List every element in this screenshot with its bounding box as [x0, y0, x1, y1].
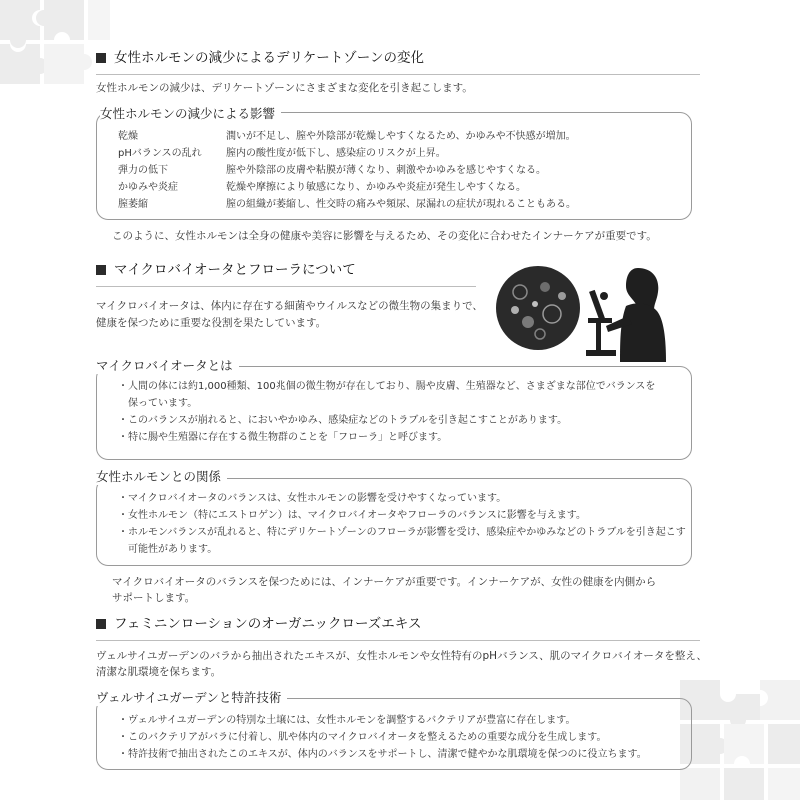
rose-intro-line2: 清潔な肌環境を保ちます。: [96, 666, 222, 678]
heading-square-icon: [96, 265, 106, 275]
microbiota-about-title: マイクロバイオータとは: [96, 356, 239, 374]
list-item: ・特に腸や生殖器に存在する微生物群のことを「フローラ」と呼びます。: [118, 432, 448, 443]
effect-desc: 膣や外陰部の皮膚や粘膜が薄くなり、刺激やかゆみを感じやすくなる。: [226, 165, 546, 176]
effect-term: 弾力の低下: [118, 165, 168, 176]
scientist-microscope-illustration: [586, 268, 666, 362]
microbiota-illustration: [490, 262, 670, 362]
list-item: ・このバランスが崩れると、においやかゆみ、感染症などのトラブルを引き起こすことがあります。: [118, 415, 568, 426]
section-heading-rose-extract: フェミニンローションのオーガニックローズエキス: [96, 614, 700, 641]
effect-row: [118, 128, 576, 145]
versailles-tech-list: [118, 712, 647, 763]
effect-desc: 膣内の酸性度が低下し、感染症のリスクが上昇。: [226, 148, 446, 159]
hormone-relation-title: 女性ホルモンとの関係: [96, 467, 227, 485]
list-item: ・女性ホルモン（特にエストロゲン）は、マイクロバイオータやフローラのバランスに影響を与えます。: [118, 510, 586, 521]
list-item: ・人間の体には約1,000種類、100兆個の微生物が存在しており、腸や皮膚、生殖器など、さまざまな部位でバランスを 保っています。: [118, 381, 656, 409]
microbiota-closing-line1: マイクロバイオータのバランスを保つためには、インナーケアが重要です。インナーケアが、女性の健康を内側から: [112, 576, 657, 588]
microbiota-closing-line2: サポートします。: [112, 592, 196, 604]
list-item: ・このバクテリアがバラに付着し、肌や体内のマイクロバイオータを整えるための重要な成分を生成します。: [118, 732, 607, 743]
hormone-effects-title: 女性ホルモンの減少による影響: [100, 104, 281, 122]
heading-square-icon: [96, 53, 106, 63]
section-heading-microbiota: マイクロバイオータとフローラについて: [96, 260, 476, 287]
effect-row: [118, 196, 576, 213]
hormone-closing-text: このように、女性ホルモンは全身の健康や美容に影響を与えるため、その変化に合わせたインナーケアが重要です。: [112, 230, 657, 242]
list-item: ・ホルモンバランスが乱れると、特にデリケートゾーンのフローラが影響を受け、感染症やかゆみなどのトラブルを引き起こす 可能性があります。: [118, 527, 686, 555]
list-item: ・マイクロバイオータのバランスは、女性ホルモンの影響を受けやすくなっています。: [118, 493, 507, 504]
effect-desc: 乾燥や摩擦により敏感になり、かゆみや炎症が発生しやすくなる。: [226, 182, 526, 193]
rose-intro-line1: ヴェルサイユガーデンのバラから抽出されたエキスが、女性ホルモンや女性特有のpHバランス、肌のマイクロバイオータを整え、: [96, 650, 707, 662]
effect-term: pHバランスの乱れ: [118, 148, 202, 159]
hormone-effects-list: [118, 128, 576, 213]
versailles-tech-title: ヴェルサイユガーデンと特許技術: [96, 688, 287, 706]
heading-square-icon: [96, 619, 106, 629]
effect-desc: 膣の組織が萎縮し、性交時の痛みや頻尿、尿漏れの症状が現れることもある。: [226, 199, 576, 210]
microbiota-about-list: [118, 378, 655, 446]
microbe-circle-illustration: [496, 266, 580, 350]
effect-term: かゆみや炎症: [118, 182, 178, 193]
hormone-relation-list: [118, 490, 686, 558]
list-item: ・ヴェルサイユガーデンの特別な土壌には、女性ホルモンを調整するバクテリアが豊富に存在します。: [118, 715, 576, 726]
effect-term: 乾燥: [118, 131, 138, 142]
effect-desc: 潤いが不足し、膣や外陰部が乾燥しやすくなるため、かゆみや不快感が増加。: [226, 131, 576, 142]
effect-term: 膣萎縮: [118, 199, 148, 210]
effect-row: [118, 162, 576, 179]
puzzle-pattern-top-left: [0, 0, 110, 110]
hormone-intro-text: 女性ホルモンの減少は、デリケートゾーンにさまざまな変化を引き起こします。: [96, 82, 473, 94]
effect-row: [118, 145, 576, 162]
list-item: ・特許技術で抽出されたこのエキスが、体内のバランスをサポートし、清潔で健やかな肌環境を保つのに役立ちます。: [118, 749, 647, 760]
section-heading-hormone-changes: 女性ホルモンの減少によるデリケートゾーンの変化: [96, 48, 700, 75]
microbiota-intro-line1: マイクロバイオータは、体内に存在する細菌やウイルスなどの微生物の集まりで、: [96, 300, 483, 312]
effect-row: [118, 179, 576, 196]
microbiota-intro-line2: 健康を保つために重要な役割を果たしています。: [96, 317, 327, 329]
